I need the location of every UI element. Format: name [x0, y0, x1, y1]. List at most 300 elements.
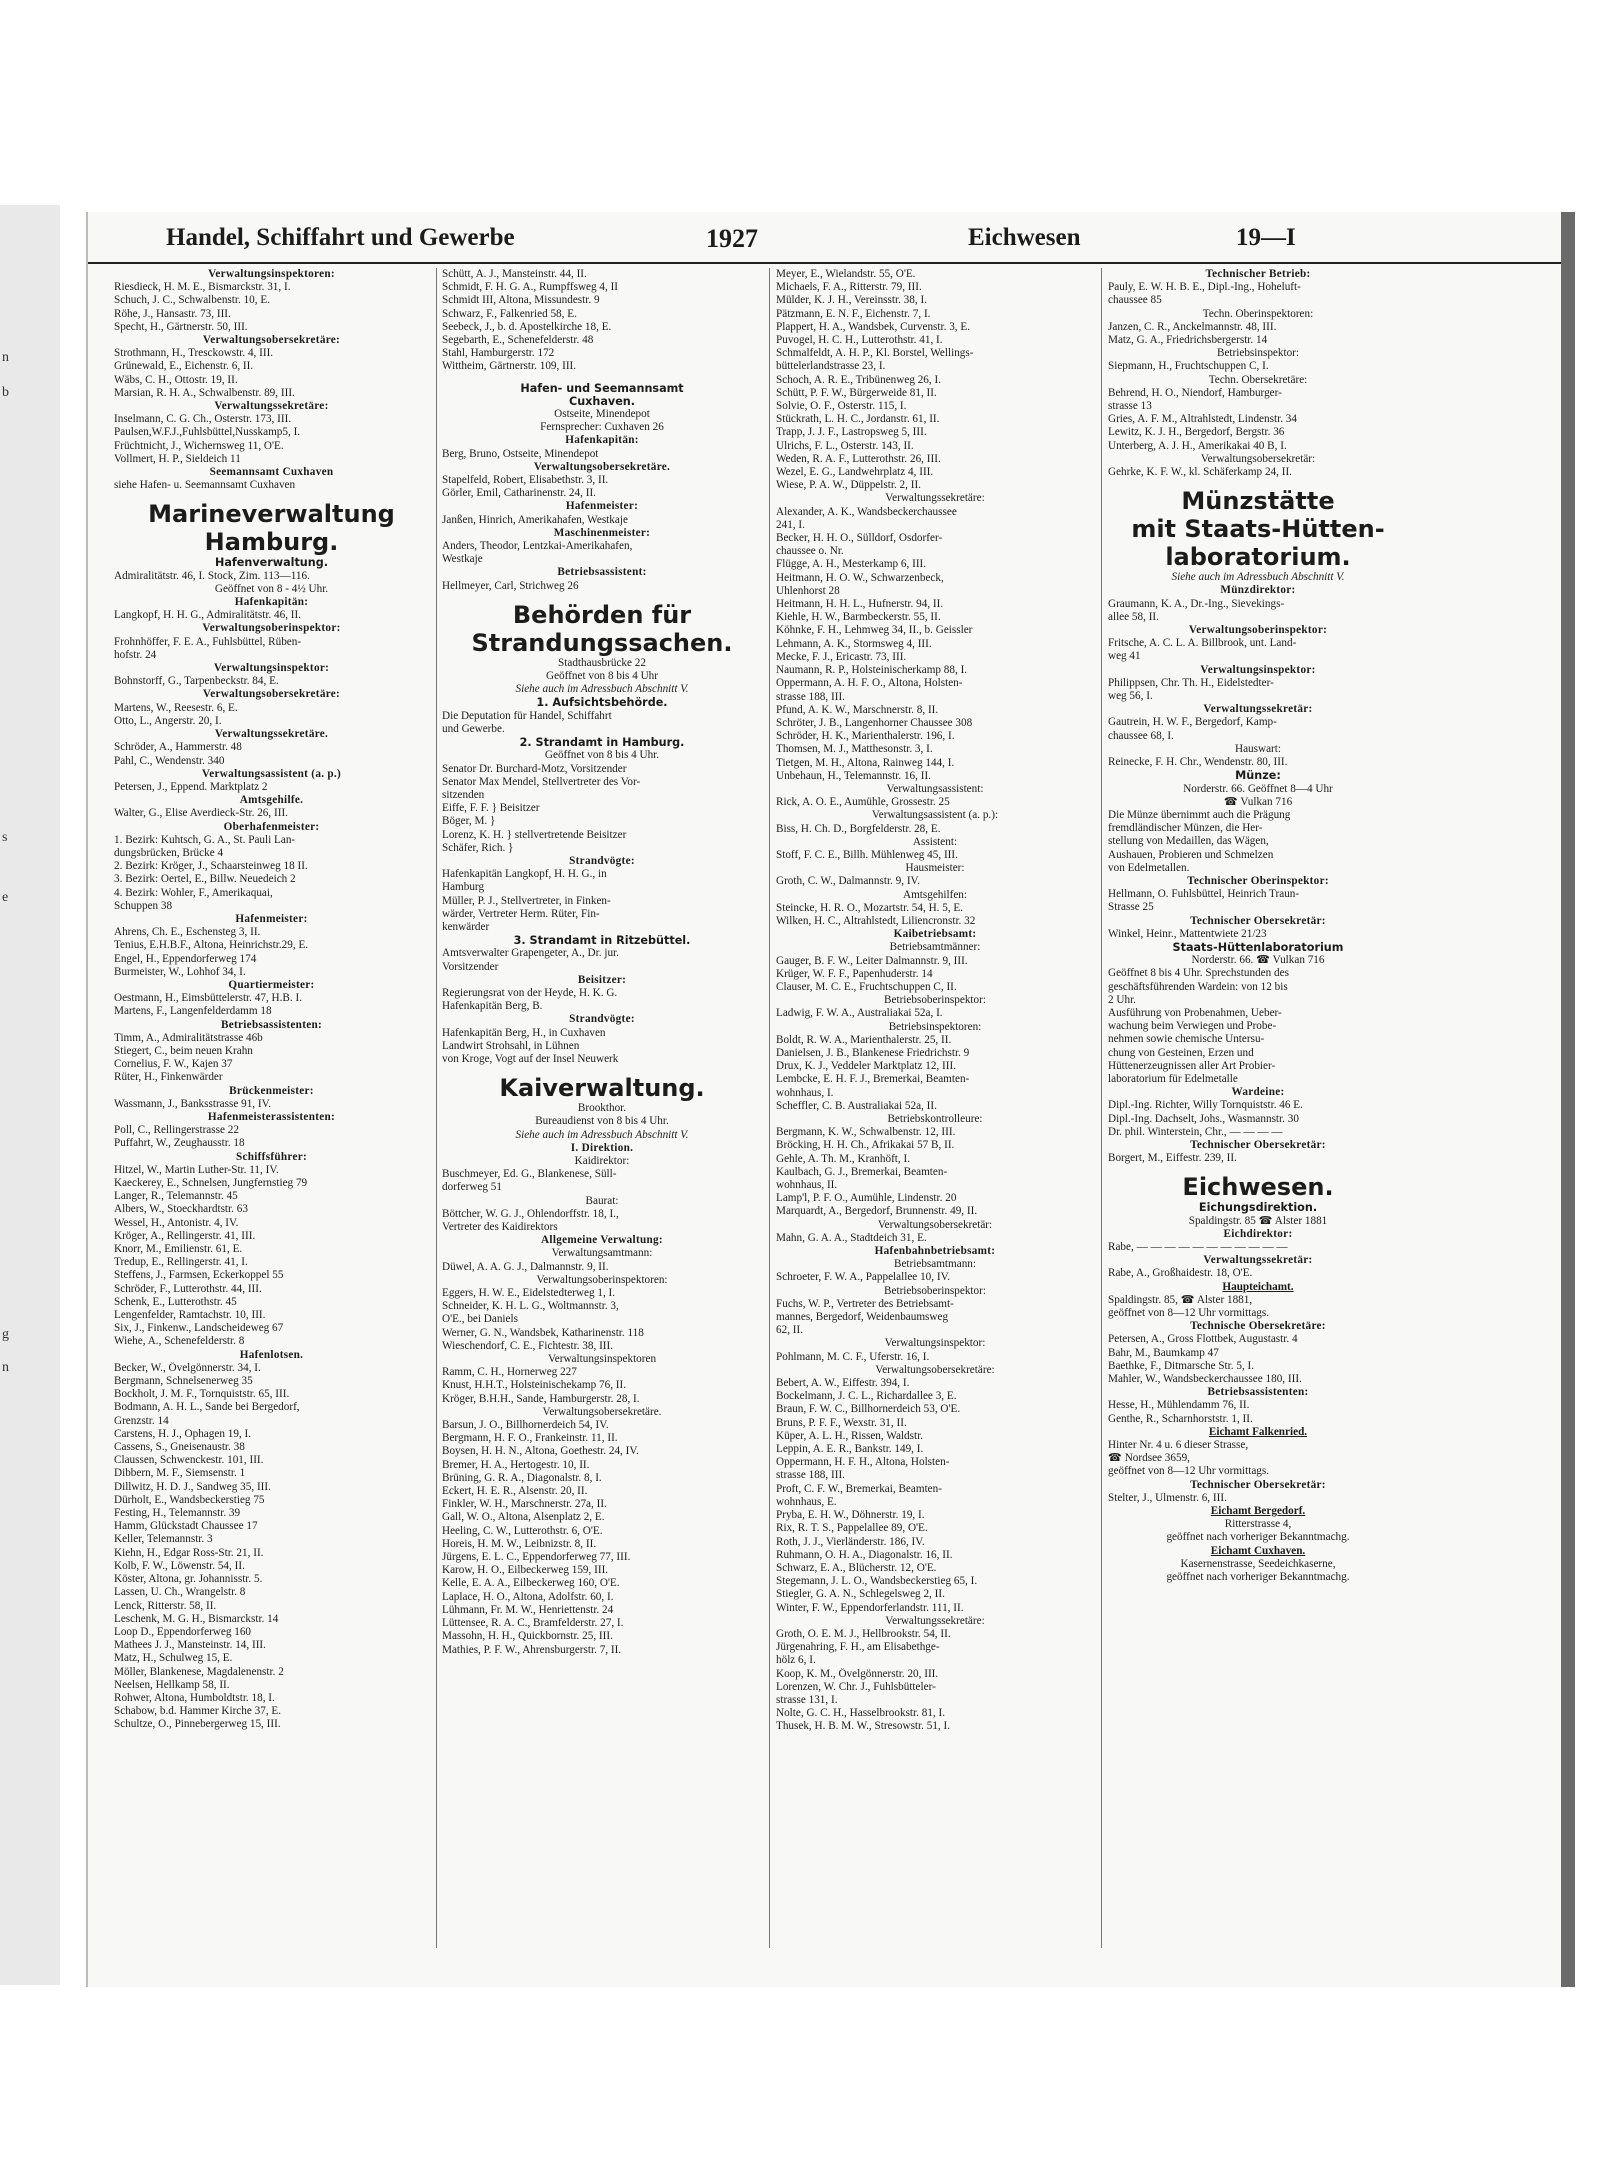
section-heading: Beisitzer:: [577, 973, 627, 986]
entry-line: Anders, Theodor, Lentzkai-Amerikahafen,: [442, 540, 633, 553]
section-heading: Hafenmeister:: [235, 912, 308, 925]
entry-line: Ramm, C. H., Hornerweg 227: [442, 1366, 577, 1379]
subsection-heading: 2. Strandamt in Hamburg.: [519, 736, 685, 750]
entry-line: Leschenk, M. G. H., Bismarckstr. 14: [114, 1612, 279, 1625]
margin-glyph: n: [2, 350, 9, 365]
entry-line: Seebeck, J., b. d. Apostelkirche 18, E.: [442, 320, 612, 333]
spacer: [114, 492, 429, 500]
entry-line: Philippsen, Chr. Th. H., Eidelstedter-: [1108, 676, 1274, 689]
section-heading: Allgemeine Verwaltung:: [541, 1234, 663, 1247]
entry-line: Oppermann, H. F. H., Altona, Holsten-: [776, 1456, 950, 1469]
entry-line: Baethke, F., Ditmarsche Str. 5, I.: [1108, 1359, 1255, 1372]
entry-line: Mahler, W., Wandsbeckerchaussee 180, III.: [1108, 1373, 1302, 1386]
entry-line: Pauly, E. W. H. B. E., Dipl.-Ing., Hoheluft-: [1108, 281, 1301, 294]
entry-line: Müller, P. J., Stellvertreter, in Finken-: [442, 894, 611, 907]
entry-line: Langkopf, H. H. G., Admiralitätstr. 46, II.: [114, 609, 302, 622]
entry-line: weg 41: [1108, 650, 1141, 663]
entry-line: geschäftsführenden Wardein: von 12 bis: [1108, 980, 1288, 993]
entry-line: Strothmann, H., Tresckowstr. 4, III.: [114, 347, 274, 360]
entry-line: Rabe, A., Großhaidestr. 18, O'E.: [1108, 1267, 1253, 1280]
entry-line: Plappert, H. A., Wandsbek, Curvenstr. 3, E.: [776, 320, 971, 333]
entry-line: büttelerlandstrasse 23, I.: [776, 360, 886, 373]
subsection-heading: Münze:: [1235, 769, 1281, 783]
centered-line: Brookthor.: [577, 1102, 627, 1115]
entry-line: Oestmann, H., Eimsbüttelerstr. 47, H.B. I.: [114, 992, 302, 1005]
centered-line: Verwaltungssekretäre:: [885, 1614, 985, 1627]
entry-line: Genthe, R., Scharnhorststr. 1, II.: [1108, 1412, 1253, 1425]
centered-line: Norderstr. 66. ☎ Vulkan 716: [1191, 954, 1325, 967]
entry-line: Vertreter des Kaidirektors: [442, 1221, 558, 1233]
entry-line: Kröger, A., Rellingerstr. 41, III.: [114, 1229, 256, 1242]
section-heading: Maschinenmeister:: [553, 526, 651, 539]
entry-line: wachung beim Verwiegen und Probe-: [1108, 1020, 1277, 1033]
entry-line: Rix, R. T. S., Pappelallee 89, O'E.: [776, 1522, 928, 1535]
section-heading: Brückenmeister:: [229, 1084, 314, 1097]
subsection-heading: Eichamt Bergedorf.: [1210, 1505, 1306, 1518]
entry-line: Wiese, P. A. W., Düppelstr. 2, II.: [776, 479, 921, 492]
centered-line: Verwaltungsobersekretär:: [1200, 452, 1316, 465]
entry-line: Ausführung von Probenahmen, Ueber-: [1108, 1006, 1282, 1019]
entry-line: chaussee 68, I.: [1108, 729, 1174, 742]
entry-line: strasse 188, III.: [776, 1469, 845, 1482]
entry-line: Steffens, J., Farmsen, Eckerkoppel 55: [114, 1269, 284, 1282]
entry-line: wohnhaus, E.: [776, 1495, 837, 1508]
entry-line: Gries, A. F. M., Altrahlstedt, Lindenstr. 34: [1108, 413, 1297, 426]
entry-line: Siepmann, H., Fruchtschuppen C, I.: [1108, 360, 1269, 373]
entry-line: Steincke, H. R. O., Mozartstr. 54, H. 5, E.: [776, 901, 964, 914]
entry-line: Mülder, K. J. H., Vereinsstr. 38, I.: [776, 294, 927, 307]
entry-line: Lüttensee, R. A. C., Bramfelderstr. 27, I.: [442, 1617, 624, 1630]
entry-line: Vorsitzender: [442, 960, 499, 973]
margin-glyph: b: [2, 385, 9, 400]
centered-line: Betriebsoberinspektor:: [884, 994, 986, 1007]
entry-line: Lehmann, A. K., Stormsweg 4, III.: [776, 637, 932, 650]
column-rule: [1101, 268, 1102, 1948]
entry-line: Früchtnicht, J., Wichernsweg 11, O'E.: [114, 439, 284, 452]
entry-line: nehmen sowie chemische Untersu-: [1108, 1033, 1265, 1046]
entry-line: dungsbrücken, Brücke 4: [114, 846, 224, 859]
entry-line: Neelsen, Hellkamp 58, II.: [114, 1678, 230, 1691]
office-title: laboratorium.: [1165, 543, 1351, 572]
entry-line: Bergmann, H. F. O., Frankeinstr. 11, II.: [442, 1432, 618, 1445]
entry-line: Geöffnet 8 bis 4 Uhr. Sprechstunden des: [1108, 967, 1289, 980]
entry-line: Brüning, G. R. A., Diagonalstr. 8, I.: [442, 1471, 602, 1484]
entry-line: Unbehaun, H., Telemannstr. 16, II.: [776, 769, 931, 782]
entry-line: Schuch, J. C., Schwalbenstr. 10, E.: [114, 294, 270, 307]
entry-line: Pätzmann, E. N. F., Eichenstr. 7, I.: [776, 307, 931, 320]
subsection-heading: Hafen- und Seemannsamt: [520, 381, 684, 395]
entry-line: Kiehle, H. W., Barmbeckerstr. 55, II.: [776, 611, 941, 624]
entry-line: Inselmann, C. G. Ch., Osterstr. 173, III.: [114, 413, 292, 426]
centered-line: Kasernenstrasse, Seedeichkaserne,: [1180, 1557, 1336, 1570]
centered-line: Betriebsoberinspektor:: [884, 1284, 986, 1297]
entry-line: O'E., bei Daniels: [442, 1313, 518, 1326]
centered-line: Techn. Oberinspektoren:: [1202, 307, 1314, 320]
cross-reference: Siehe auch im Adressbuch Abschnitt V.: [515, 683, 689, 696]
entry-line: Lühmann, Fr. M. W., Henriettenstr. 24: [442, 1603, 614, 1616]
entry-line: Bröcking, H. H. Ch., Afrikakai 57 B, II.: [776, 1139, 955, 1152]
entry-line: Flügge, A. H., Mesterkamp 6, III.: [776, 558, 927, 571]
entry-line: Trapp, J. J. F., Lastropsweg 5, III.: [776, 426, 927, 439]
entry-line: Senator Max Mendel, Stellvertreter des Vor-: [442, 775, 641, 788]
entry-line: Ulrichs, F. L., Osterstr. 143, II.: [776, 439, 914, 452]
cross-reference: Siehe auch im Adressbuch Abschnitt V.: [515, 1128, 689, 1141]
entry-line: Kelle, E. A. A., Eilbeckerweg 160, O'E.: [442, 1577, 620, 1590]
entry-line: Stapelfeld, Robert, Elisabethstr. 3, II.: [442, 474, 609, 487]
entry-line: Hamburg: [442, 881, 485, 894]
centered-line: Hausmeister:: [905, 862, 965, 875]
entry-line: Matz, G. A., Friedrichsbergerstr. 14: [1108, 334, 1268, 347]
entry-line: Ahrens, Ch. E., Eschensteg 3, II.: [114, 926, 261, 939]
entry-line: Cassens, S., Gneisenaustr. 38: [114, 1441, 245, 1454]
entry-line: Riesdieck, H. M. E., Bismarckstr. 31, I.: [114, 281, 291, 294]
entry-line: Timm, A., Admiralitätstrasse 46b: [114, 1031, 263, 1044]
centered-line: Techn. Obersekretäre:: [1208, 373, 1308, 386]
entry-line: Fritsche, A. C. L. A. Billbrook, unt. Land-: [1108, 637, 1297, 650]
entry-line: Solvie, O. F., Osterstr. 115, I.: [776, 400, 907, 413]
entry-line: hölz 6, I.: [776, 1654, 816, 1667]
centered-line: Verwaltungsobersekretäre:: [875, 1363, 995, 1376]
entry-line: Bodmann, A. H. L., Sande bei Bergedorf,: [114, 1401, 300, 1414]
entry-line: Loop D., Eppendorferweg 160: [114, 1625, 252, 1638]
section-heading: Verwaltungsinspektoren:: [208, 268, 335, 280]
entry-line: Groth, O. E. M. J., Hellbrookstr. 54, II.: [776, 1627, 951, 1640]
centered-line: Assistent:: [912, 835, 958, 848]
section-heading: Hafenmeisterassistenten:: [207, 1110, 336, 1123]
section-heading: Wardeine:: [1231, 1086, 1285, 1099]
entry-line: Engel, H., Eppendorferweg 174: [114, 952, 257, 965]
entry-line: Janzen, C. R., Anckelmannstr. 48, III.: [1108, 320, 1277, 333]
subsection-heading: Eichungsdirektion.: [1198, 1201, 1318, 1215]
cross-reference: Siehe auch im Adressbuch Abschnitt V.: [1171, 571, 1345, 584]
centered-line: Geöffnet von 8 bis 4 Uhr.: [544, 749, 660, 762]
entry-line: Grenzstr. 14: [114, 1414, 169, 1427]
office-title: Münzstätte: [1181, 487, 1335, 516]
entry-line: Weden, R. A. F., Lutterothstr. 26, III.: [776, 452, 941, 465]
entry-line: Petersen, A., Gross Flottbek, Augustastr. 4: [1108, 1333, 1298, 1346]
entry-line: stellung von Medaillen, das Wägen,: [1108, 835, 1269, 848]
entry-line: Knust, H.H.T., Holsteinischekamp 76, II.: [442, 1379, 627, 1392]
subsection-heading: Cuxhaven.: [569, 394, 635, 408]
entry-line: Pohlmann, M. C. F., Uferstr. 16, I.: [776, 1350, 930, 1363]
section-heading: Verwaltungsassistent (a. p.): [201, 767, 342, 780]
entry-line: Poll, C., Rellingerstrasse 22: [114, 1124, 239, 1137]
spacer: [1108, 479, 1408, 487]
office-title: Marineverwaltung: [148, 500, 395, 529]
centered-line: geöffnet nach vorheriger Bekanntmachg.: [1166, 1531, 1350, 1544]
margin-glyph: n: [2, 1360, 9, 1375]
entry-line: Landwirt Strohsahl, in Lühnen: [442, 1039, 580, 1052]
entry-line: Wessel, H., Antonistr. 4, IV.: [114, 1216, 239, 1229]
header-running-title: Eichwesen: [968, 224, 1081, 251]
centered-line: Kaidirektor:: [574, 1154, 630, 1167]
section-heading: Verwaltungssekretär:: [1203, 703, 1313, 716]
entry-line: Hafenkapitän Langkopf, H. H. G., in: [442, 868, 607, 881]
entry-line: Schröder, F., Lutterothstr. 44, III.: [114, 1282, 262, 1295]
entry-line: von Kroge, Vogt auf der Insel Neuwerk: [442, 1052, 619, 1065]
centered-line: Bureaudienst von 8 bis 4 Uhr.: [535, 1115, 669, 1128]
office-title: Hamburg.: [204, 528, 339, 557]
centered-line: ☎ Vulkan 716: [1223, 795, 1293, 808]
entry-line: Massohn, H. H., Quickbornstr. 25, III.: [442, 1630, 613, 1643]
entry-line: Hesse, H., Mühlendamm 76, II.: [1108, 1399, 1250, 1412]
entry-line: Wilken, H. C., Altrahlstedt, Liliencronstr. 32: [776, 914, 976, 927]
section-heading: Technische Obersekretäre:: [1190, 1320, 1326, 1333]
entry-line: Marquardt, A., Bergedorf, Brunnenstr. 49, II.: [776, 1205, 978, 1218]
entry-line: chaussee o. Nr.: [776, 545, 844, 558]
entry-line: Stahl, Hamburgerstr. 172: [442, 347, 555, 360]
entry-line: Lewitz, K. J. H., Bergedorf, Bergstr. 36: [1108, 426, 1285, 439]
entry-line: Gehle, A. Th. M., Kranhöft, I.: [776, 1152, 911, 1165]
entry-line: Hellmann, O. Fuhlsbüttel, Heinrich Traun-: [1108, 888, 1300, 901]
centered-line: Betriebsamtmänner:: [889, 941, 981, 954]
centered-line: Betriebskontrolleure:: [887, 1113, 983, 1125]
spacer: [1108, 1165, 1408, 1173]
centered-line: Hauswart:: [1235, 742, 1281, 755]
entry-line: Die Münze übernimmt auch die Prägung: [1108, 808, 1291, 821]
entry-line: Eiffe, F. F. } Beisitzer: [442, 802, 540, 815]
entry-line: Schroeter, F. W. A., Pappelallee 10, IV.: [776, 1271, 951, 1284]
entry-line: Grünewald, E., Eichenstr. 6, II.: [114, 360, 254, 373]
text-column-2: [442, 268, 762, 1968]
entry-line: Bockelmann, J. C. L., Richardallee 3, E.: [776, 1390, 957, 1403]
section-heading: Verwaltungsinspektor:: [1200, 663, 1316, 676]
margin-glyph: s: [2, 830, 8, 845]
entry-line: Bebert, A. W., Eiffestr. 394, I.: [776, 1377, 910, 1390]
entry-line: Schröder, A., Hammerstr. 48: [114, 741, 242, 754]
section-heading: Hafenbahnbetriebsamt:: [874, 1245, 996, 1258]
entry-line: Thomsen, M. J., Matthesonstr. 3, I.: [776, 743, 933, 756]
centered-line: Verwaltungsobersekretäre.: [542, 1405, 662, 1418]
entry-line: Knorr, M., Emilienstr. 61, E.: [114, 1243, 243, 1256]
entry-line: Matz, H., Schulweg 15, E.: [114, 1652, 233, 1665]
entry-line: Lembcke, E. H. F. J., Bremerkai, Beamten-: [776, 1073, 970, 1086]
entry-line: Kröger, B.H.H., Sande, Hamburgerstr. 28, I.: [442, 1392, 640, 1405]
entry-line: Uhlenhorst 28: [776, 584, 840, 597]
entry-line: ☎ Nordsee 3659,: [1108, 1452, 1190, 1465]
entry-line: Braun, F. W. C., Billhornerdeich 53, O'E.: [776, 1403, 961, 1416]
section-heading: Betriebsassistent:: [557, 566, 647, 579]
centered-line: Verwaltungsoberinspektoren:: [536, 1273, 668, 1286]
spacer: [442, 593, 762, 601]
entry-line: allee 58, II.: [1108, 610, 1159, 623]
entry-line: laboratorium für Edelmetalle: [1108, 1072, 1238, 1085]
section-heading: Schiffsführer:: [235, 1150, 308, 1163]
centered-line: Betriebsinspektor:: [1216, 347, 1300, 360]
entry-line: Schütt, A. J., Mansteinstr. 44, II.: [442, 268, 587, 280]
page-header: [88, 212, 1563, 264]
entry-line: Alexander, A. K., Wandsbeckerchaussee: [776, 505, 957, 518]
entry-line: Gall, W. O., Altona, Alsenplatz 2, E.: [442, 1511, 605, 1524]
office-title: Eichwesen.: [1182, 1173, 1334, 1202]
entry-line: Unterberg, A. J. H., Amerikakai 40 B, I.: [1108, 439, 1287, 452]
entry-line: Bruns, P. F. F., Wexstr. 31, II.: [776, 1416, 907, 1429]
entry-line: Strasse 25: [1108, 901, 1154, 914]
entry-line: wohnhaus, II.: [776, 1179, 838, 1192]
section-heading: Hafenmeister:: [565, 500, 639, 513]
entry-line: Koop, K. M., Övelgönnerstr. 20, III.: [776, 1667, 939, 1680]
section-heading: Hafenkapitän:: [565, 434, 639, 447]
subsection-heading: Haupteichamt.: [1222, 1280, 1294, 1293]
centered-line: Geöffnet von 8 - 4½ Uhr.: [214, 582, 329, 595]
text-column-1: [114, 268, 429, 1968]
entry-line: Borgert, M., Eiffestr. 239, II.: [1108, 1152, 1237, 1165]
entry-line: 62, II.: [776, 1324, 804, 1337]
section-heading: Verwaltungssekretäre:: [214, 400, 329, 413]
centered-line: Norderstr. 66. Geöffnet 8—4 Uhr: [1183, 782, 1333, 795]
entry-line: Schoch, A. R. E., Tribünenweg 26, I.: [776, 373, 942, 386]
section-heading: Verwaltungsobersekretäre:: [202, 688, 341, 701]
entry-line: Stegemann, J. L. O., Wandsbeckerstieg 65, I.: [776, 1575, 978, 1588]
entry-line: Die Deputation für Handel, Schiffahrt: [442, 709, 612, 722]
entry-line: Bergmann, Schnelsenerweg 35: [114, 1375, 253, 1388]
centered-line: Ostseite, Minendepot: [554, 408, 650, 421]
entry-line: Hinter Nr. 4 u. 6 dieser Strasse,: [1108, 1439, 1249, 1452]
entry-line: Becker, W., Övelgönnerstr. 34, I.: [114, 1361, 261, 1374]
entry-line: Hafenkapitän Berg, B.: [442, 1000, 543, 1013]
entry-line: Hüttenerzeugnissen aller Art Probier-: [1108, 1059, 1276, 1072]
entry-line: Laplace, H. O., Altona, Adolfstr. 60, I.: [442, 1590, 614, 1603]
entry-line: Walter, G., Elise Averdieck-Str. 26, III.: [114, 807, 288, 820]
entry-line: Bremer, H. A., Hertogestr. 10, II.: [442, 1458, 590, 1471]
entry-line: Lorenzen, W. Chr. J., Fuhlsbütteler-: [776, 1680, 936, 1693]
section-heading: Kaibetriebsamt:: [893, 928, 977, 941]
entry-line: Rick, A. O. E., Aumühle, Grossestr. 25: [776, 796, 950, 809]
spacer: [442, 1066, 762, 1074]
column-rule: [436, 268, 437, 1948]
entry-line: hofstr. 24: [114, 648, 157, 661]
entry-line: Festing, H., Telemannstr. 39: [114, 1507, 241, 1520]
entry-line: Senator Dr. Burchard-Motz, Vorsitzender: [442, 762, 627, 775]
entry-line: Schultze, O., Pinnebergerweg 15, III.: [114, 1718, 281, 1731]
entry-line: Puffahrt, W., Zeughausstr. 18: [114, 1137, 245, 1150]
section-heading: Verwaltungsobersekretäre:: [202, 334, 341, 347]
entry-line: chung von Gesteinen, Erzen und: [1108, 1046, 1254, 1059]
section-heading: Verwaltungssekretär:: [1203, 1254, 1313, 1267]
entry-line: wärder, Vertreter Herm. Rüter, Fin-: [442, 907, 600, 920]
entry-line: Kiehn, H., Edgar Ross-Str. 21, II.: [114, 1546, 264, 1559]
centered-line: Verwaltungsamtmann:: [551, 1247, 653, 1260]
centered-line: Baurat:: [585, 1194, 619, 1207]
entry-line: Werner, G. N., Wandsbek, Katharinenstr. 118: [442, 1326, 644, 1339]
entry-line: Claussen, Schwenckestr. 101, III.: [114, 1454, 264, 1467]
section-heading: Amtsgehilfe.: [239, 794, 304, 807]
entry-line: Lassen, U. Ch., Wrangelstr. 8: [114, 1586, 246, 1599]
entry-line: siehe Hafen- u. Seemannsamt Cuxhaven: [114, 479, 296, 492]
entry-line: dorferweg 51: [442, 1181, 502, 1194]
subsection-heading: Staats-Hüttenlaboratorium: [1172, 940, 1344, 954]
entry-line: Röhe, J., Hansastr. 73, III.: [114, 307, 231, 320]
entry-line: Schuppen 38: [114, 899, 173, 912]
entry-line: chaussee 85: [1108, 294, 1162, 307]
section-heading: Strandvögte:: [569, 1013, 635, 1026]
margin-glyph: g: [2, 1327, 9, 1342]
entry-line: Biss, H. Ch. D., Borgfelderstr. 28, E.: [776, 822, 941, 835]
entry-line: Boldt, R. W. A., Marienthalerstr. 25, II.: [776, 1033, 952, 1046]
entry-line: Specht, H., Gärtnerstr. 50, III.: [114, 320, 248, 333]
section-heading: Verwaltungsinspektor:: [213, 662, 330, 675]
entry-line: Möller, Blankenese, Magdalenenstr. 2: [114, 1665, 284, 1678]
entry-line: Nolte, G. C. H., Hasselbrookstr. 81, I.: [776, 1707, 946, 1720]
entry-line: Jürgens, E. L. C., Eppendorferweg 77, III.: [442, 1551, 631, 1564]
entry-line: Tredup, E., Rellingerstr. 41, I.: [114, 1256, 248, 1269]
subsection-heading: Eichamt Falkenried.: [1208, 1425, 1308, 1438]
entry-line: Otto, L., Angerstr. 20, I.: [114, 714, 222, 727]
entry-line: wohnhaus, I.: [776, 1086, 834, 1099]
subsection-heading: Hafenverwaltung.: [215, 556, 328, 570]
entry-line: Schröder, H. K., Marienthalerstr. 196, I.: [776, 730, 955, 743]
office-title: Strandungssachen.: [471, 628, 733, 657]
entry-line: Schenk, E., Lutterothstr. 45: [114, 1295, 237, 1308]
entry-line: 241, I.: [776, 518, 805, 531]
entry-line: strasse 131, I.: [776, 1693, 838, 1706]
section-heading: Münzdirektor:: [1220, 584, 1296, 597]
entry-line: Spaldingstr. 85, ☎ Alster 1881,: [1108, 1293, 1253, 1306]
entry-line: Heitmann, H. O. W., Schwarzenbeck,: [776, 571, 944, 584]
entry-line: Schmalfeldt, A. H. P., Kl. Borstel, Wellings-: [776, 347, 974, 360]
entry-line: Lorenz, K. H. } stellvertretende Beisitzer: [442, 828, 627, 841]
entry-line: Tietgen, M. H., Altona, Rainweg 144, I.: [776, 756, 955, 769]
entry-line: Stiegler, G. A. N., Schlegelsweg 2, II.: [776, 1588, 945, 1601]
section-heading: Seemannsamt Cuxhaven: [209, 466, 334, 479]
section-heading: Technischer Obersekretär:: [1190, 914, 1326, 927]
entry-line: Eckert, H. E. R., Alsenstr. 20, II.: [442, 1485, 588, 1498]
entry-line: Bockholt, J. M. F., Tornquiststr. 65, III.: [114, 1388, 290, 1401]
section-heading: Quartiermeister:: [228, 978, 315, 991]
section-heading: Verwaltungsoberinspektor:: [202, 622, 341, 635]
entry-line: Horeis, H. M. W., Leibnizstr. 8, II.: [442, 1537, 597, 1550]
entry-line: Leppin, A. E. R., Bankstr. 149, I.: [776, 1443, 924, 1456]
entry-line: Wittheim, Gärtnerstr. 109, III.: [442, 360, 577, 373]
header-year: 1927: [706, 224, 758, 253]
entry-line: Lengenfelder, Ramtachstr. 10, III.: [114, 1309, 266, 1322]
entry-line: Wassmann, J., Banksstrasse 91, IV.: [114, 1097, 272, 1110]
entry-line: Schütt, P. F. W., Bürgerweide 81, II.: [776, 386, 937, 399]
office-title: mit Staats-Hütten-: [1131, 515, 1385, 544]
centered-line: Verwaltungsassistent:: [886, 782, 984, 795]
entry-line: Albers, W., Stoeckhardtstr. 63: [114, 1203, 248, 1216]
entry-line: Dillwitz, H. D. J., Sandweg 35, III.: [114, 1480, 271, 1493]
entry-line: strasse 13: [1108, 400, 1152, 413]
entry-line: Winkel, Heinr., Mattentwiete 21/23: [1108, 927, 1267, 940]
entry-line: Martens, W., Reesestr. 6, E.: [114, 701, 238, 714]
column-rule: [769, 268, 770, 1948]
entry-line: Wieschendorf, C. E., Fichtestr. 38, III.: [442, 1339, 614, 1352]
entry-line: Böger, M. }: [442, 815, 496, 828]
section-heading: Eichdirektor:: [1223, 1227, 1293, 1240]
entry-line: Küper, A. L. H., Rissen, Waldstr.: [776, 1429, 923, 1442]
header-section-title: Handel, Schiffahrt und Gewerbe: [166, 224, 515, 251]
centered-line: Verwaltungsassistent (a. p.):: [871, 809, 999, 822]
entry-line: strasse 188, III.: [776, 690, 845, 703]
entry-line: Tenius, E.H.B.F., Altona, Heinrichstr.29, E.: [114, 939, 309, 952]
entry-line: Pfund, A. K. W., Marschnerstr. 8, II.: [776, 703, 939, 716]
section-heading: Technischer Oberinspektor:: [1187, 874, 1329, 887]
entry-line: Kolb, F. W., Löwenstr. 54, II.: [114, 1559, 245, 1572]
entry-line: Marsian, R. H. A., Schwalbenstr. 89, III.: [114, 386, 295, 399]
entry-line: Böttcher, W. G. J., Ohlendorffstr. 18, I.,: [442, 1207, 619, 1220]
entry-line: Boysen, H. H. N., Altona, Goethestr. 24, IV.: [442, 1445, 639, 1458]
entry-line: Danielsen, J. B., Blankenese Friedrichstr. 9: [776, 1046, 970, 1059]
entry-line: Stiegert, C., beim neuen Krahn: [114, 1044, 253, 1057]
entry-line: Stückrath, L. H. C., Jordanstr. 61, II.: [776, 413, 940, 426]
entry-line: 1. Bezirk: Kuhtsch, G. A., St. Pauli Lan-: [114, 833, 296, 846]
office-title: Behörden für: [512, 600, 692, 629]
entry-line: Westkaje: [442, 553, 483, 566]
entry-line: Wäbs, C. H., Ottostr. 19, II.: [114, 373, 238, 386]
entry-line: Schmidt III, Altona, Missundestr. 9: [442, 294, 600, 307]
entry-line: Frohnhöffer, F. E. A., Fuhlsbüttel, Rüben-: [114, 635, 302, 648]
